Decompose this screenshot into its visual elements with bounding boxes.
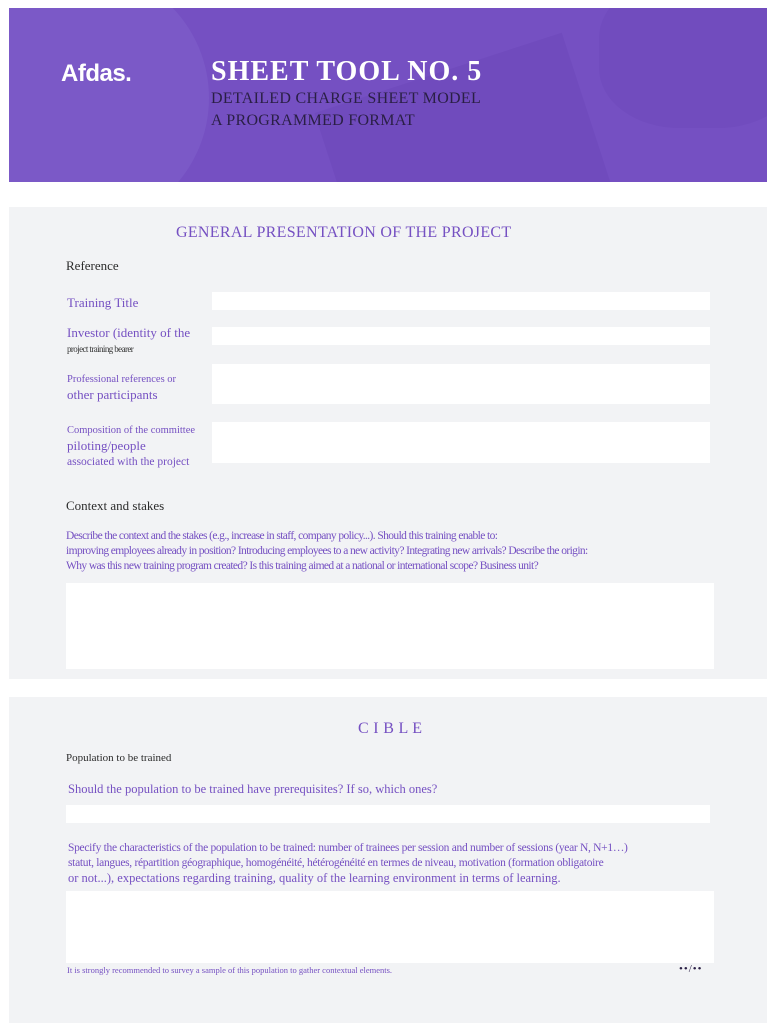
survey-note: It is strongly recommended to survey a sample of this population to gather contextual elements. xyxy=(67,965,393,975)
prerequisites-question: Should the population to be trained have prerequisites? If so, which ones? xyxy=(68,782,438,796)
population-heading: Population to be trained xyxy=(66,752,172,764)
population-characteristics-text: Specify the characteristics of the population to be trained: number of trainees per session and number of sessions (year N, N+1…) statut, langues, répartition géographique, homogénéité, hétérogénéité en termes de niveau, motivation (formation obligatoire or not...), expectations regarding training, quality of the learning environment in terms of learning. xyxy=(68,842,628,885)
section-title: C I B L E xyxy=(358,720,423,737)
context-input[interactable] xyxy=(66,583,714,669)
professional-references-label: Professional references or other participants xyxy=(67,374,177,402)
page-subtitle: DETAILED CHARGE SHEET MODEL xyxy=(211,90,482,107)
decorative-shape xyxy=(599,8,767,128)
general-presentation-section xyxy=(9,207,767,679)
investor-label: Investor (identity of the project training bearer xyxy=(67,325,191,354)
committee-label: Composition of the committee piloting/people associated with the project xyxy=(67,425,196,468)
prerequisites-input[interactable] xyxy=(66,805,710,823)
page-title: SHEET TOOL NO. 5 xyxy=(211,56,483,87)
context-description: Describe the context and the stakes (e.g., increase in staff, company policy...). Should this training enable to: improving employees already in position? Introducing employees to a new activity? Integrating new arrivals? Describe the origin: Why was this new training program created? Is this training aimed at a national or international scope? Business unit? xyxy=(66,530,588,572)
page-number: ••/•• xyxy=(679,963,703,975)
target-section xyxy=(9,697,767,1023)
investor-input[interactable] xyxy=(212,327,710,345)
afdas-logo: Afdas. xyxy=(61,60,132,87)
decorative-shape xyxy=(9,8,209,182)
professional-references-input[interactable] xyxy=(212,364,710,404)
committee-input[interactable] xyxy=(212,422,710,463)
reference-heading: Reference xyxy=(66,258,119,273)
training-title-input[interactable] xyxy=(212,292,710,310)
context-heading: Context and stakes xyxy=(66,498,165,513)
header-banner xyxy=(9,8,767,182)
section-title: GENERAL PRESENTATION OF THE PROJECT xyxy=(176,224,512,241)
training-title-label: Training Title xyxy=(67,295,139,310)
page-subtitle-format: A PROGRAMMED FORMAT xyxy=(211,112,415,129)
population-characteristics-input[interactable] xyxy=(66,891,714,963)
